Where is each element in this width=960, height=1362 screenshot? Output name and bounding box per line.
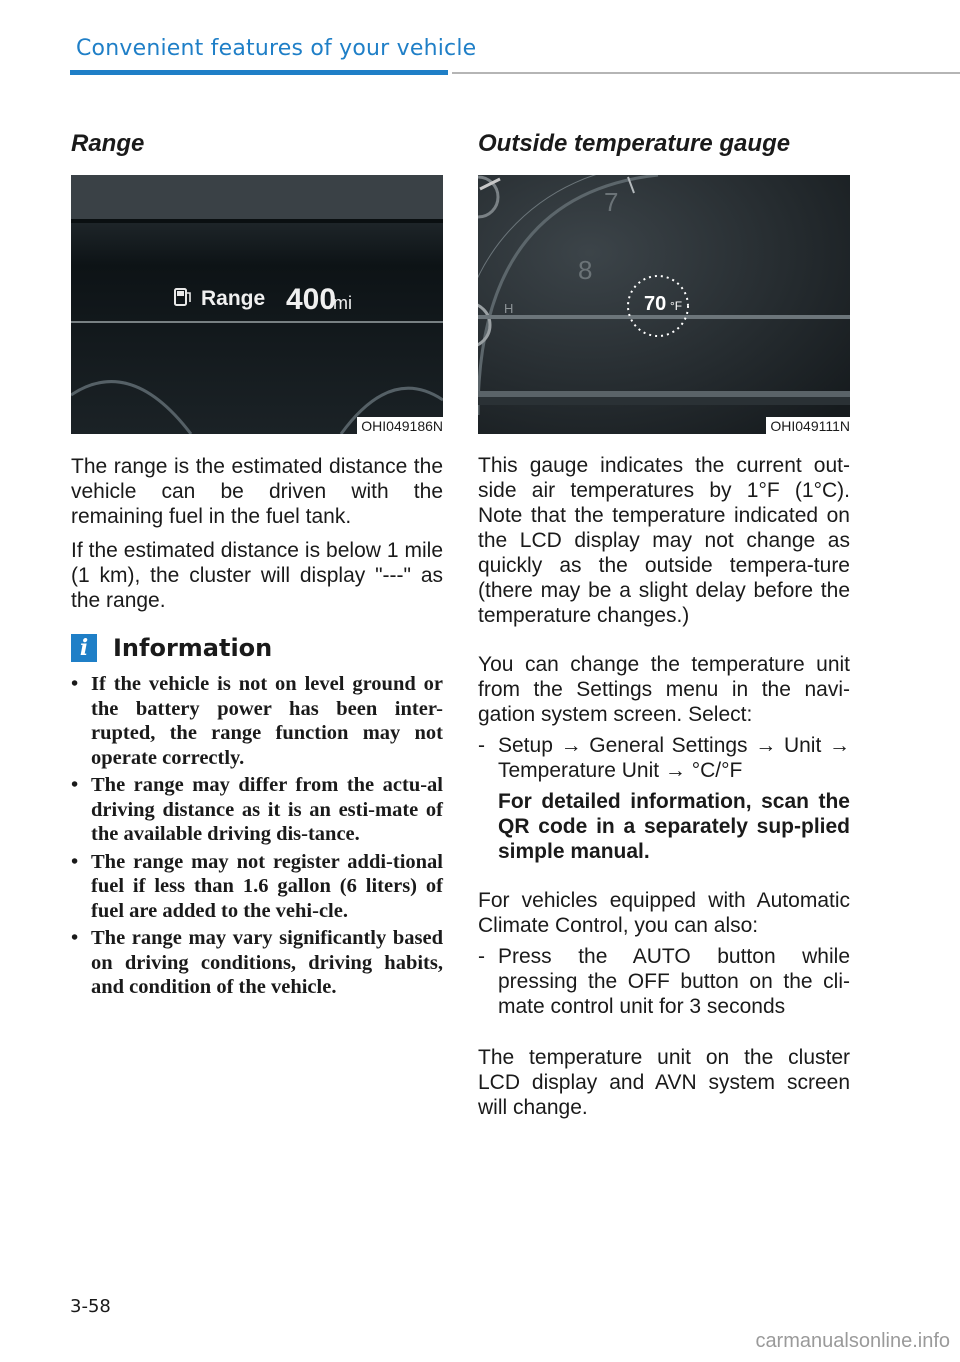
information-heading xyxy=(71,634,272,662)
paragraph: This gauge indicates the current out-side air temperatures by 1°F (1°C). Note that the temperature indicated on the LCD display may not change as quickly as the outside tempera-ture (there may be a slight delay before the temperature changes.) xyxy=(478,454,850,627)
paragraph: The range is the estimated distance the vehicle can be driven with the remaining fuel in the fuel tank. xyxy=(71,455,443,528)
list-item: - Press the AUTO button while pressing the OFF button on the cli-mate control unit for 3 seconds xyxy=(478,945,850,1018)
paragraph: The temperature unit on the cluster LCD display and AVN system screen will change. xyxy=(478,1046,850,1119)
temperature-figure xyxy=(478,175,850,434)
page-number: 3-58 xyxy=(70,1296,111,1317)
range-value: 400 xyxy=(286,283,337,316)
information-list xyxy=(71,672,443,1003)
watermark: carmanualsonline.info xyxy=(755,1330,950,1352)
list-item: - Setup → General Settings → Unit → Temperature Unit → °C/°F xyxy=(478,734,850,782)
paragraph: You can change the temperature unit from the Settings menu in the navi-gation system screen. Select: xyxy=(478,653,850,726)
note: For detailed information, scan the QR code in a separately sup-plied simple manual. xyxy=(498,790,850,863)
list-item: • If the vehicle is not on level ground or the battery power has been inter-rupted, the range function may not operate correctly. xyxy=(71,673,443,769)
info-icon: i xyxy=(71,634,97,662)
figure-code: OHI049111N xyxy=(766,417,850,434)
section-title-outside-temperature: Outside temperature gauge xyxy=(478,130,791,157)
paragraph: If the estimated distance is below 1 mile (1 km), the cluster will display "---" as the range. xyxy=(71,539,443,612)
temperature-value: 70 xyxy=(644,293,667,315)
dial-number-7: 7 xyxy=(604,187,619,217)
section-title-range: Range xyxy=(71,130,145,157)
header-rule-accent xyxy=(70,70,448,75)
paragraph: For vehicles equipped with Automatic Climate Control, you can also: xyxy=(478,889,850,937)
list-item: • The range may differ from the actu-al driving distance as it is an esti-mate of the available driving dis-tance. xyxy=(71,774,443,845)
information-title: Information xyxy=(113,634,273,662)
chapter-title: Convenient features of your vehicle xyxy=(76,36,477,61)
range-label: Range xyxy=(201,287,266,310)
list-item: • The range may not register addi-tional fuel if less than 1.6 gallon (6 liters) of fuel are added to the vehi-cle. xyxy=(71,850,443,922)
range-figure xyxy=(71,175,443,434)
range-body xyxy=(71,454,443,613)
temperature-unit: °F xyxy=(670,299,683,313)
dial-letter-h: H xyxy=(504,301,514,316)
dial-number-8: 8 xyxy=(578,255,593,285)
list-item: • The range may vary significantly based on driving conditions, driving habits, and condition of the vehicle. xyxy=(71,927,443,998)
range-unit: mi xyxy=(333,293,352,313)
figure-code: OHI049186N xyxy=(357,417,443,434)
header-rule xyxy=(452,72,960,74)
temperature-body xyxy=(478,453,850,1120)
